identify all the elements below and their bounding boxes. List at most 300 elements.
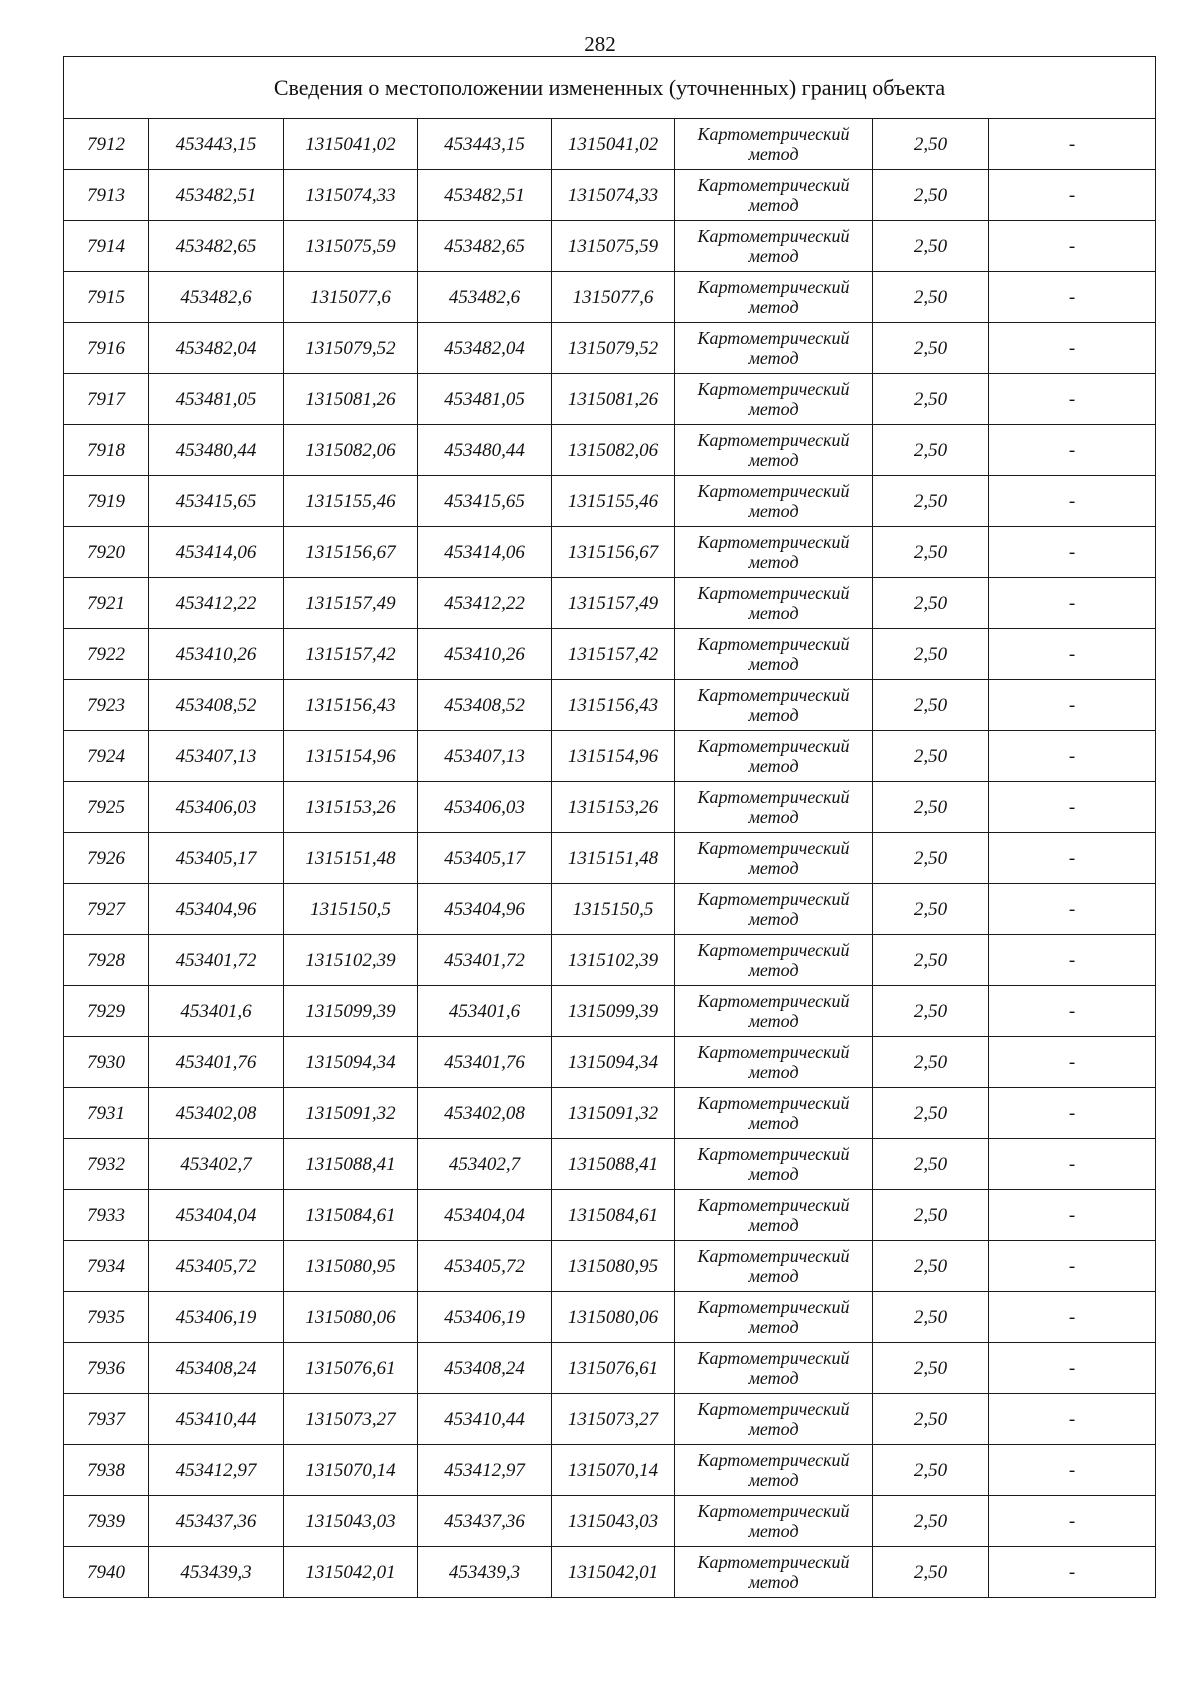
y-refined-cell: 1315156,67 (552, 527, 675, 578)
point-number-cell: 7912 (64, 119, 149, 170)
point-number-cell: 7936 (64, 1343, 149, 1394)
x-refined-cell: 453407,13 (418, 731, 552, 782)
method-line-2: метод (748, 603, 799, 623)
precision-cell: 2,50 (873, 1343, 989, 1394)
method-cell (675, 1394, 873, 1445)
x-refined-cell: 453482,65 (418, 221, 552, 272)
description-cell: - (989, 1496, 1156, 1547)
method-line-1: Картометрический (697, 328, 850, 348)
point-number-cell: 7938 (64, 1445, 149, 1496)
y-refined-cell: 1315091,32 (552, 1088, 675, 1139)
x-existing-cell: 453404,96 (149, 884, 284, 935)
y-existing-cell: 1315157,42 (284, 629, 418, 680)
point-number-cell: 7931 (64, 1088, 149, 1139)
method-line-2: метод (748, 1419, 799, 1439)
table-row (64, 1445, 1156, 1496)
point-number-cell: 7937 (64, 1394, 149, 1445)
description-cell: - (989, 629, 1156, 680)
y-existing-cell: 1315157,49 (284, 578, 418, 629)
method-line-1: Картометрический (697, 1348, 850, 1368)
precision-cell: 2,50 (873, 170, 989, 221)
x-refined-cell: 453405,17 (418, 833, 552, 884)
method-line-2: метод (748, 1062, 799, 1082)
y-existing-cell: 1315088,41 (284, 1139, 418, 1190)
method-line-2: метод (748, 807, 799, 827)
x-refined-cell: 453482,6 (418, 272, 552, 323)
table-row (64, 272, 1156, 323)
x-refined-cell: 453401,6 (418, 986, 552, 1037)
x-existing-cell: 453402,7 (149, 1139, 284, 1190)
y-existing-cell: 1315156,43 (284, 680, 418, 731)
method-cell (675, 629, 873, 680)
y-refined-cell: 1315088,41 (552, 1139, 675, 1190)
description-cell: - (989, 1139, 1156, 1190)
y-refined-cell: 1315074,33 (552, 170, 675, 221)
table-row (64, 833, 1156, 884)
y-refined-cell: 1315094,34 (552, 1037, 675, 1088)
x-existing-cell: 453482,65 (149, 221, 284, 272)
description-cell: - (989, 1292, 1156, 1343)
precision-cell: 2,50 (873, 527, 989, 578)
method-cell (675, 374, 873, 425)
method-cell (675, 782, 873, 833)
description-cell: - (989, 425, 1156, 476)
y-refined-cell: 1315075,59 (552, 221, 675, 272)
y-existing-cell: 1315042,01 (284, 1547, 418, 1598)
precision-cell: 2,50 (873, 1190, 989, 1241)
y-existing-cell: 1315150,5 (284, 884, 418, 935)
x-existing-cell: 453408,52 (149, 680, 284, 731)
x-refined-cell: 453401,76 (418, 1037, 552, 1088)
x-refined-cell: 453414,06 (418, 527, 552, 578)
method-cell (675, 833, 873, 884)
y-refined-cell: 1315151,48 (552, 833, 675, 884)
point-number-cell: 7929 (64, 986, 149, 1037)
method-line-1: Картометрический (697, 1552, 850, 1572)
method-line-2: метод (748, 1368, 799, 1388)
x-refined-cell: 453443,15 (418, 119, 552, 170)
method-cell (675, 1190, 873, 1241)
table-row (64, 782, 1156, 833)
x-refined-cell: 453408,24 (418, 1343, 552, 1394)
point-number-cell: 7940 (64, 1547, 149, 1598)
y-refined-cell: 1315081,26 (552, 374, 675, 425)
y-refined-cell: 1315041,02 (552, 119, 675, 170)
method-cell (675, 119, 873, 170)
y-existing-cell: 1315091,32 (284, 1088, 418, 1139)
method-line-2: метод (748, 1572, 799, 1592)
y-existing-cell: 1315153,26 (284, 782, 418, 833)
point-number-cell: 7917 (64, 374, 149, 425)
method-line-1: Картометрический (697, 685, 850, 705)
method-line-2: метод (748, 297, 799, 317)
table-row (64, 527, 1156, 578)
y-refined-cell: 1315082,06 (552, 425, 675, 476)
method-line-1: Картометрический (697, 1144, 850, 1164)
description-cell: - (989, 680, 1156, 731)
y-existing-cell: 1315081,26 (284, 374, 418, 425)
x-refined-cell: 453401,72 (418, 935, 552, 986)
x-refined-cell: 453404,04 (418, 1190, 552, 1241)
x-existing-cell: 453408,24 (149, 1343, 284, 1394)
x-refined-cell: 453404,96 (418, 884, 552, 935)
method-line-1: Картометрический (697, 583, 850, 603)
point-number-cell: 7927 (64, 884, 149, 935)
x-existing-cell: 453439,3 (149, 1547, 284, 1598)
method-line-2: метод (748, 195, 799, 215)
y-existing-cell: 1315074,33 (284, 170, 418, 221)
method-line-2: метод (748, 1011, 799, 1031)
precision-cell: 2,50 (873, 680, 989, 731)
table-row (64, 425, 1156, 476)
method-line-2: метод (748, 144, 799, 164)
method-cell (675, 935, 873, 986)
method-line-2: метод (748, 1266, 799, 1286)
description-cell: - (989, 1445, 1156, 1496)
point-number-cell: 7930 (64, 1037, 149, 1088)
y-existing-cell: 1315156,67 (284, 527, 418, 578)
method-line-2: метод (748, 450, 799, 470)
x-existing-cell: 453414,06 (149, 527, 284, 578)
y-existing-cell: 1315077,6 (284, 272, 418, 323)
method-cell (675, 1139, 873, 1190)
method-line-1: Картометрический (697, 940, 850, 960)
description-cell: - (989, 1190, 1156, 1241)
method-line-1: Картометрический (697, 1399, 850, 1419)
method-line-1: Картометрический (697, 532, 850, 552)
method-line-2: метод (748, 1470, 799, 1490)
description-cell: - (989, 935, 1156, 986)
precision-cell: 2,50 (873, 221, 989, 272)
y-refined-cell: 1315077,6 (552, 272, 675, 323)
x-existing-cell: 453401,72 (149, 935, 284, 986)
method-line-1: Картометрический (697, 1246, 850, 1266)
table-row (64, 1241, 1156, 1292)
description-cell: - (989, 1394, 1156, 1445)
y-refined-cell: 1315153,26 (552, 782, 675, 833)
precision-cell: 2,50 (873, 1241, 989, 1292)
x-existing-cell: 453410,44 (149, 1394, 284, 1445)
x-refined-cell: 453482,04 (418, 323, 552, 374)
x-refined-cell: 453415,65 (418, 476, 552, 527)
precision-cell: 2,50 (873, 578, 989, 629)
precision-cell: 2,50 (873, 1496, 989, 1547)
x-existing-cell: 453482,51 (149, 170, 284, 221)
table-row (64, 1139, 1156, 1190)
y-existing-cell: 1315079,52 (284, 323, 418, 374)
method-line-2: метод (748, 1113, 799, 1133)
y-existing-cell: 1315084,61 (284, 1190, 418, 1241)
y-existing-cell: 1315094,34 (284, 1037, 418, 1088)
method-cell (675, 680, 873, 731)
y-refined-cell: 1315043,03 (552, 1496, 675, 1547)
method-cell (675, 425, 873, 476)
method-cell (675, 1496, 873, 1547)
method-line-2: метод (748, 501, 799, 521)
y-existing-cell: 1315043,03 (284, 1496, 418, 1547)
table-row (64, 170, 1156, 221)
x-existing-cell: 453415,65 (149, 476, 284, 527)
method-line-2: метод (748, 1317, 799, 1337)
method-line-1: Картометрический (697, 1093, 850, 1113)
x-existing-cell: 453406,03 (149, 782, 284, 833)
method-cell (675, 578, 873, 629)
y-refined-cell: 1315099,39 (552, 986, 675, 1037)
x-existing-cell: 453402,08 (149, 1088, 284, 1139)
description-cell: - (989, 374, 1156, 425)
table-row (64, 884, 1156, 935)
x-existing-cell: 453401,6 (149, 986, 284, 1037)
method-line-2: метод (748, 399, 799, 419)
table-row (64, 1343, 1156, 1394)
x-existing-cell: 453406,19 (149, 1292, 284, 1343)
description-cell: - (989, 476, 1156, 527)
y-existing-cell: 1315151,48 (284, 833, 418, 884)
x-existing-cell: 453437,36 (149, 1496, 284, 1547)
method-line-1: Картометрический (697, 277, 850, 297)
description-cell: - (989, 1547, 1156, 1598)
y-refined-cell: 1315070,14 (552, 1445, 675, 1496)
precision-cell: 2,50 (873, 1139, 989, 1190)
x-existing-cell: 453407,13 (149, 731, 284, 782)
method-cell (675, 1547, 873, 1598)
table-row (64, 578, 1156, 629)
point-number-cell: 7913 (64, 170, 149, 221)
method-line-2: метод (748, 246, 799, 266)
method-cell (675, 1445, 873, 1496)
y-existing-cell: 1315073,27 (284, 1394, 418, 1445)
x-existing-cell: 453405,72 (149, 1241, 284, 1292)
x-existing-cell: 453481,05 (149, 374, 284, 425)
method-cell (675, 731, 873, 782)
method-cell (675, 221, 873, 272)
point-number-cell: 7920 (64, 527, 149, 578)
method-line-1: Картометрический (697, 226, 850, 246)
point-number-cell: 7926 (64, 833, 149, 884)
y-refined-cell: 1315079,52 (552, 323, 675, 374)
method-line-2: метод (748, 1164, 799, 1184)
table-row (64, 1190, 1156, 1241)
point-number-cell: 7916 (64, 323, 149, 374)
y-refined-cell: 1315157,49 (552, 578, 675, 629)
y-refined-cell: 1315080,06 (552, 1292, 675, 1343)
point-number-cell: 7933 (64, 1190, 149, 1241)
y-existing-cell: 1315155,46 (284, 476, 418, 527)
y-existing-cell: 1315082,06 (284, 425, 418, 476)
x-existing-cell: 453443,15 (149, 119, 284, 170)
point-number-cell: 7932 (64, 1139, 149, 1190)
precision-cell: 2,50 (873, 323, 989, 374)
description-cell: - (989, 170, 1156, 221)
method-line-1: Картометрический (697, 1042, 850, 1062)
method-line-1: Картометрический (697, 481, 850, 501)
precision-cell: 2,50 (873, 1088, 989, 1139)
y-existing-cell: 1315102,39 (284, 935, 418, 986)
precision-cell: 2,50 (873, 1037, 989, 1088)
point-number-cell: 7914 (64, 221, 149, 272)
method-line-1: Картометрический (697, 838, 850, 858)
x-existing-cell: 453404,04 (149, 1190, 284, 1241)
table-row (64, 680, 1156, 731)
x-refined-cell: 453482,51 (418, 170, 552, 221)
method-line-2: метод (748, 348, 799, 368)
method-cell (675, 1292, 873, 1343)
method-cell (675, 884, 873, 935)
x-existing-cell: 453412,97 (149, 1445, 284, 1496)
y-existing-cell: 1315099,39 (284, 986, 418, 1037)
method-cell (675, 986, 873, 1037)
point-number-cell: 7922 (64, 629, 149, 680)
method-line-1: Картометрический (697, 634, 850, 654)
point-number-cell: 7924 (64, 731, 149, 782)
table-row (64, 629, 1156, 680)
method-line-1: Картометрический (697, 889, 850, 909)
page-number: 282 (584, 32, 616, 56)
y-refined-cell: 1315150,5 (552, 884, 675, 935)
description-cell: - (989, 578, 1156, 629)
x-refined-cell: 453406,19 (418, 1292, 552, 1343)
method-cell (675, 323, 873, 374)
precision-cell: 2,50 (873, 476, 989, 527)
description-cell: - (989, 119, 1156, 170)
method-line-1: Картометрический (697, 736, 850, 756)
precision-cell: 2,50 (873, 1445, 989, 1496)
method-cell (675, 476, 873, 527)
boundary-coordinates-table (63, 56, 1156, 1598)
x-existing-cell: 453412,22 (149, 578, 284, 629)
table-row (64, 1088, 1156, 1139)
method-cell (675, 1037, 873, 1088)
description-cell: - (989, 1037, 1156, 1088)
point-number-cell: 7934 (64, 1241, 149, 1292)
table-body (64, 57, 1156, 1598)
x-refined-cell: 453406,03 (418, 782, 552, 833)
table-row (64, 476, 1156, 527)
x-refined-cell: 453437,36 (418, 1496, 552, 1547)
description-cell: - (989, 1088, 1156, 1139)
x-refined-cell: 453412,97 (418, 1445, 552, 1496)
table-row (64, 986, 1156, 1037)
method-line-2: метод (748, 654, 799, 674)
description-cell: - (989, 1343, 1156, 1394)
y-existing-cell: 1315075,59 (284, 221, 418, 272)
y-existing-cell: 1315154,96 (284, 731, 418, 782)
description-cell: - (989, 527, 1156, 578)
description-cell: - (989, 731, 1156, 782)
table-row (64, 1547, 1156, 1598)
method-line-2: метод (748, 1521, 799, 1541)
method-line-2: метод (748, 756, 799, 776)
method-line-1: Картометрический (697, 124, 850, 144)
precision-cell: 2,50 (873, 1547, 989, 1598)
precision-cell: 2,50 (873, 935, 989, 986)
precision-cell: 2,50 (873, 629, 989, 680)
x-refined-cell: 453410,44 (418, 1394, 552, 1445)
method-cell (675, 527, 873, 578)
y-existing-cell: 1315080,95 (284, 1241, 418, 1292)
y-refined-cell: 1315155,46 (552, 476, 675, 527)
point-number-cell: 7915 (64, 272, 149, 323)
method-line-1: Картометрический (697, 1195, 850, 1215)
x-refined-cell: 453480,44 (418, 425, 552, 476)
method-line-1: Картометрический (697, 1501, 850, 1521)
method-line-2: метод (748, 552, 799, 572)
x-refined-cell: 453412,22 (418, 578, 552, 629)
precision-cell: 2,50 (873, 1292, 989, 1343)
point-number-cell: 7919 (64, 476, 149, 527)
method-line-1: Картометрический (697, 175, 850, 195)
x-refined-cell: 453402,08 (418, 1088, 552, 1139)
method-line-2: метод (748, 858, 799, 878)
method-line-2: метод (748, 909, 799, 929)
table-row (64, 221, 1156, 272)
description-cell: - (989, 833, 1156, 884)
method-cell (675, 1088, 873, 1139)
method-line-2: метод (748, 705, 799, 725)
precision-cell: 2,50 (873, 833, 989, 884)
y-existing-cell: 1315041,02 (284, 119, 418, 170)
x-existing-cell: 453480,44 (149, 425, 284, 476)
y-refined-cell: 1315084,61 (552, 1190, 675, 1241)
table-row (64, 323, 1156, 374)
method-line-1: Картометрический (697, 1297, 850, 1317)
y-existing-cell: 1315076,61 (284, 1343, 418, 1394)
x-existing-cell: 453482,04 (149, 323, 284, 374)
y-refined-cell: 1315156,43 (552, 680, 675, 731)
method-line-1: Картометрический (697, 991, 850, 1011)
precision-cell: 2,50 (873, 731, 989, 782)
x-refined-cell: 453405,72 (418, 1241, 552, 1292)
table-row (64, 1292, 1156, 1343)
table-title: Сведения о местоположении измененных (уточненных) границ объекта (64, 57, 1156, 119)
y-refined-cell: 1315154,96 (552, 731, 675, 782)
description-cell: - (989, 1241, 1156, 1292)
x-existing-cell: 453410,26 (149, 629, 284, 680)
precision-cell: 2,50 (873, 272, 989, 323)
precision-cell: 2,50 (873, 986, 989, 1037)
table-row (64, 374, 1156, 425)
method-line-2: метод (748, 1215, 799, 1235)
table-row (64, 1394, 1156, 1445)
x-refined-cell: 453410,26 (418, 629, 552, 680)
y-refined-cell: 1315102,39 (552, 935, 675, 986)
precision-cell: 2,50 (873, 119, 989, 170)
y-refined-cell: 1315080,95 (552, 1241, 675, 1292)
method-cell (675, 1343, 873, 1394)
x-refined-cell: 453439,3 (418, 1547, 552, 1598)
description-cell: - (989, 323, 1156, 374)
point-number-cell: 7928 (64, 935, 149, 986)
precision-cell: 2,50 (873, 425, 989, 476)
method-line-1: Картометрический (697, 1450, 850, 1470)
point-number-cell: 7935 (64, 1292, 149, 1343)
method-cell (675, 170, 873, 221)
y-refined-cell: 1315042,01 (552, 1547, 675, 1598)
method-cell (675, 272, 873, 323)
y-refined-cell: 1315157,42 (552, 629, 675, 680)
table-row (64, 119, 1156, 170)
point-number-cell: 7918 (64, 425, 149, 476)
method-line-1: Картометрический (697, 379, 850, 399)
table-title-row (64, 57, 1156, 119)
table-row (64, 1496, 1156, 1547)
precision-cell: 2,50 (873, 1394, 989, 1445)
description-cell: - (989, 221, 1156, 272)
table-row (64, 1037, 1156, 1088)
method-line-2: метод (748, 960, 799, 980)
table-row (64, 731, 1156, 782)
table-row (64, 935, 1156, 986)
